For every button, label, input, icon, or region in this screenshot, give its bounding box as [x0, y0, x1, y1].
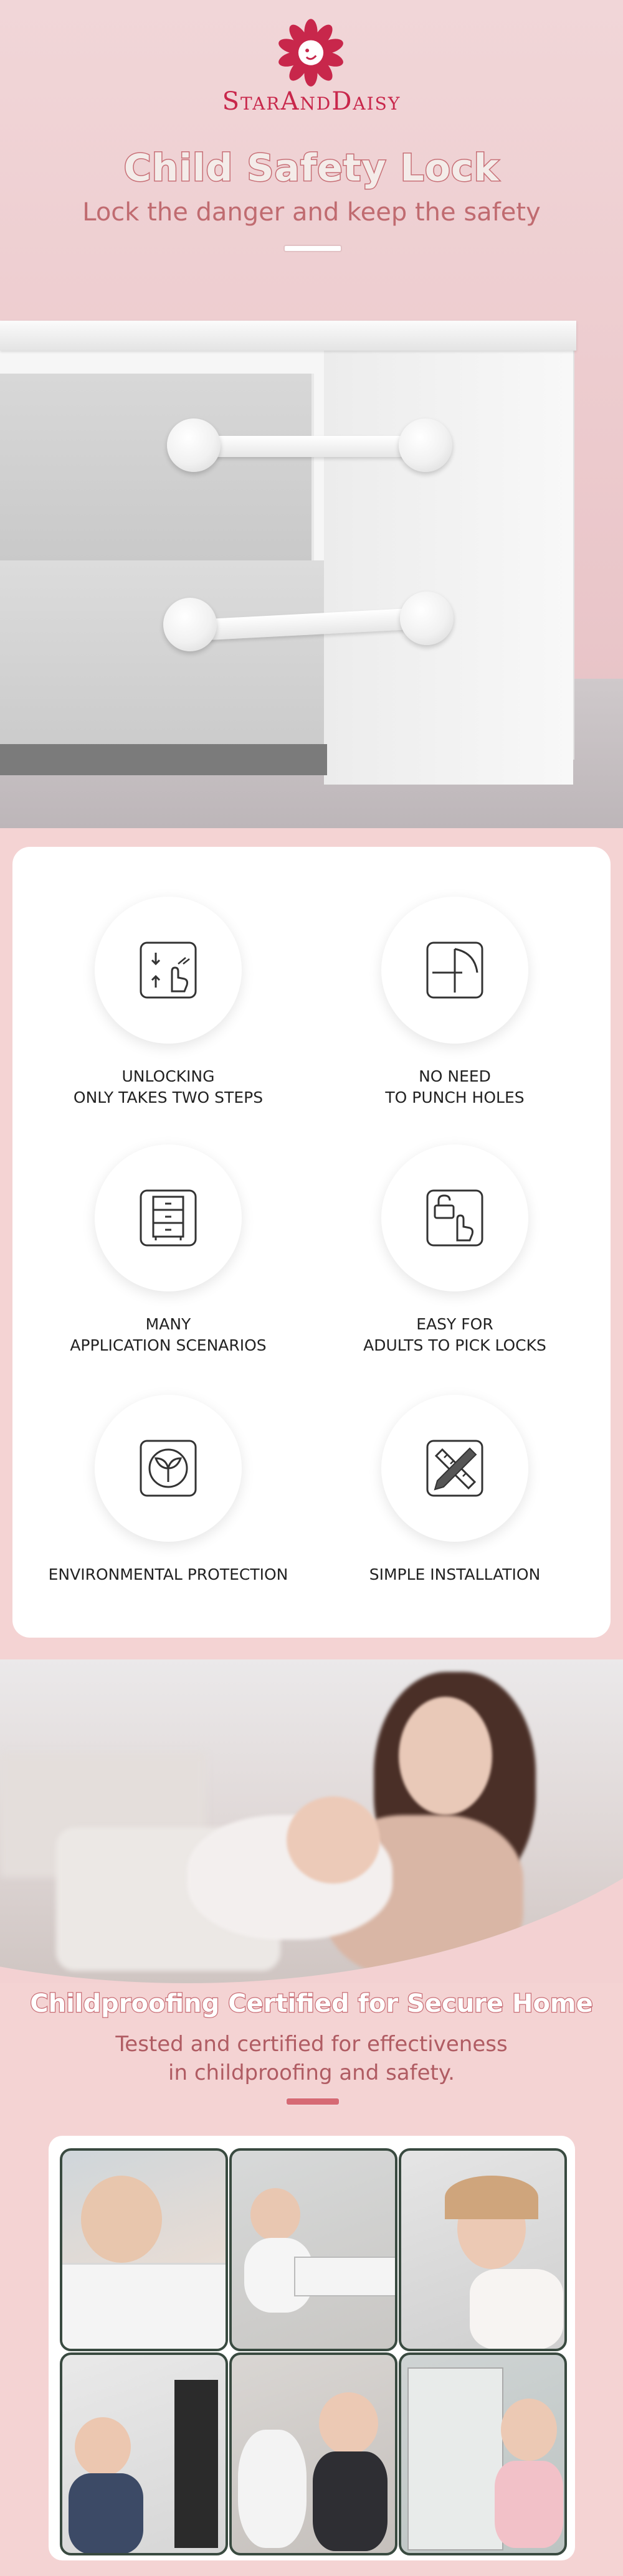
safety-lock-knob — [167, 418, 221, 472]
girl-cabinet-photo — [399, 2148, 567, 2351]
ruler-pencil-icon — [424, 1437, 486, 1499]
certified-subtitle — [0, 2030, 623, 2087]
hero-subtitle: Lock the danger and keep the safety — [82, 198, 541, 227]
dresser-side — [324, 349, 573, 785]
feature-item — [25, 897, 312, 1108]
safety-lock-knob — [400, 592, 454, 645]
feature-label: ENVIRONMENTAL PROTECTION — [48, 1565, 288, 1583]
photo-gallery — [49, 2136, 575, 2560]
safety-lock-strap — [199, 436, 430, 457]
hero-divider — [283, 245, 342, 252]
feature-label: NO NEED TO PUNCH HOLES — [385, 1067, 525, 1106]
dresser-drawer-top — [0, 374, 314, 560]
two-step-unlock-icon — [137, 939, 199, 1001]
feature-item — [25, 1395, 312, 1585]
certified-title: Childproofing Certified for Secure Home — [30, 1989, 593, 2018]
certified-divider — [285, 2097, 340, 2106]
mother-baby-photo — [0, 1659, 623, 1983]
girl-fridge-photo — [399, 2352, 567, 2555]
toddler-drawer-photo — [60, 2148, 228, 2351]
feature-item — [25, 1144, 312, 1356]
feature-icon-circle — [381, 1395, 528, 1542]
brand-name: StarAndDaisy — [222, 87, 401, 116]
feature-label: EASY FOR ADULTS TO PICK LOCKS — [363, 1315, 546, 1354]
feature-icon-circle — [95, 1144, 242, 1291]
baby-head — [287, 1796, 380, 1884]
feature-label: MANY APPLICATION SCENARIOS — [70, 1315, 267, 1354]
feature-icon-circle — [381, 897, 528, 1044]
hero-title: Child Safety Lock — [123, 146, 500, 190]
dresser-base — [0, 744, 327, 775]
feature-icon-circle — [381, 1144, 528, 1291]
hero-section — [0, 0, 623, 828]
feature-icon-circle — [95, 1395, 242, 1542]
mother-baby-section — [0, 1659, 623, 1983]
feature-item — [312, 897, 598, 1108]
safety-lock-knob — [163, 598, 217, 651]
feature-item — [312, 1144, 598, 1356]
baby-oven-photo — [229, 2148, 397, 2351]
boy-oven-photo — [60, 2352, 228, 2555]
safety-lock-knob — [399, 418, 452, 472]
cabinet-drawers-icon — [137, 1187, 199, 1249]
eco-leaf-icon — [137, 1437, 199, 1499]
certified-subtitle-line: in childproofing and safety. — [168, 2060, 455, 2085]
no-punch-holes-icon — [424, 939, 486, 1001]
padlock-tap-icon — [424, 1187, 486, 1249]
feature-label: SIMPLE INSTALLATION — [369, 1565, 541, 1583]
dresser-drawer-bottom — [0, 560, 324, 747]
feature-icon-circle — [95, 897, 242, 1044]
flower-logo-icon — [274, 17, 348, 91]
mother-face — [399, 1697, 492, 1815]
dresser-top — [0, 321, 576, 351]
feature-item — [312, 1395, 598, 1585]
certified-subtitle-line: Tested and certified for effectiveness — [115, 2032, 508, 2057]
feature-label: UNLOCKING ONLY TAKES TWO STEPS — [73, 1067, 264, 1106]
baby-toilet-photo — [229, 2352, 397, 2555]
